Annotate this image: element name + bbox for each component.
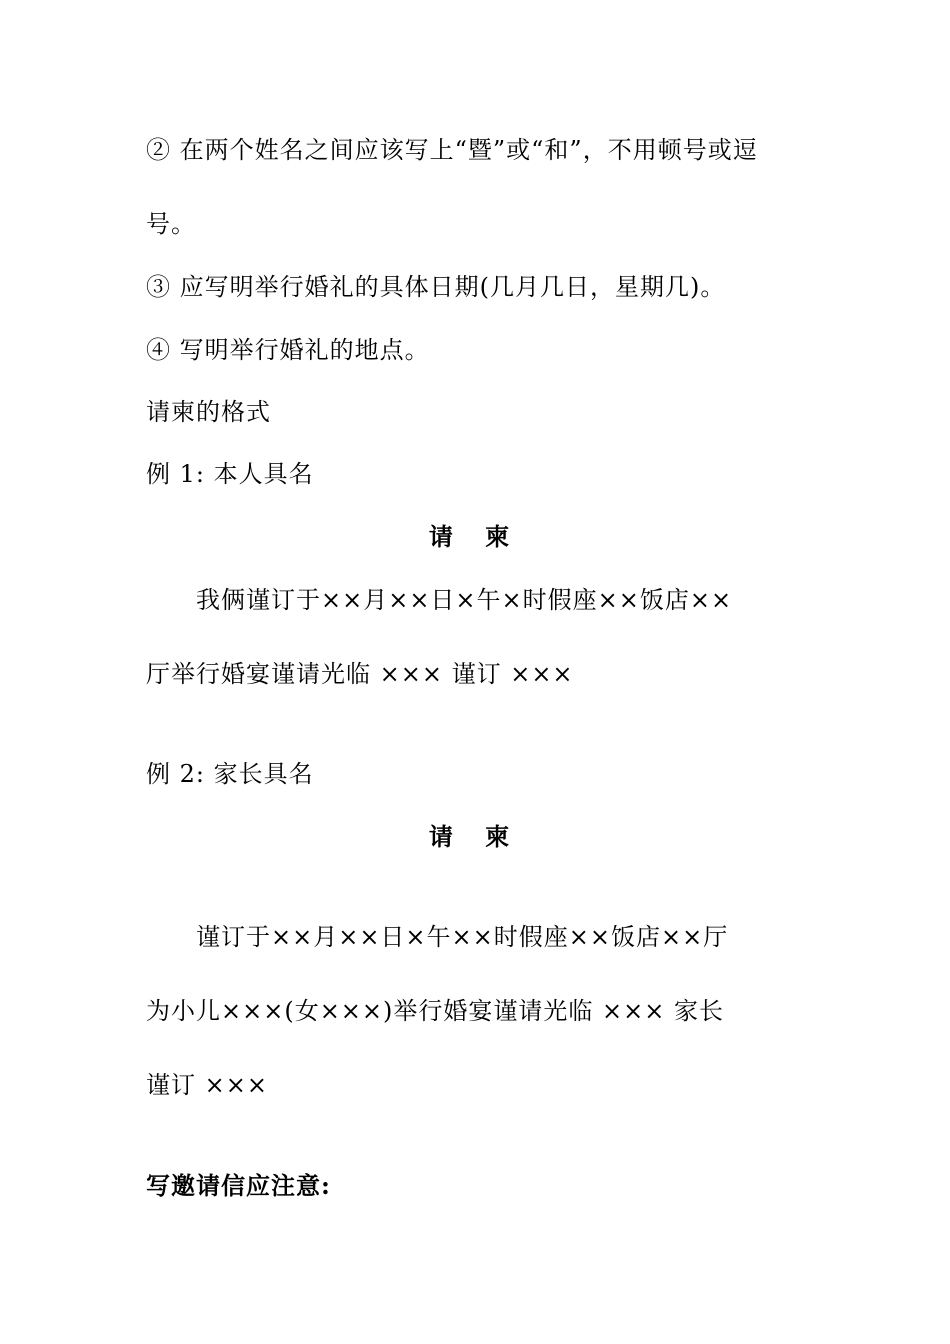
example-2-body-line-2: 为小儿×××(女×××)举行婚宴谨请光临 ××× 家长 <box>146 997 724 1025</box>
example-1-label: 例 1: 本人具名 <box>146 460 314 488</box>
item-2-line-2: 号。 <box>146 210 196 238</box>
format-heading: 请柬的格式 <box>146 398 271 426</box>
item-2-line-1: ② 在两个姓名之间应该写上“暨”或“和”，不用顿号或逗 <box>146 136 758 164</box>
example-2-label: 例 2: 家长具名 <box>146 760 314 788</box>
item-4: ④ 写明举行婚礼的地点。 <box>146 336 430 364</box>
item-3: ③ 应写明举行婚礼的具体日期(几月几日，星期几)。 <box>146 273 726 301</box>
example-2-body-line-3: 谨订 ××× <box>146 1071 268 1099</box>
notes-heading: 写邀请信应注意: <box>146 1171 331 1200</box>
example-1-body-line-1: 我俩谨订于××月××日×午×时假座××饭店×× <box>196 586 733 614</box>
example-2-body-line-1: 谨订于××月××日×午××时假座××饭店××厅 <box>196 923 729 951</box>
example-1-body-line-2: 厅举行婚宴谨请光临 ××× 谨订 ××× <box>146 660 574 688</box>
example-2-title: 请 柬 <box>428 822 522 851</box>
example-1-title: 请 柬 <box>428 522 522 551</box>
